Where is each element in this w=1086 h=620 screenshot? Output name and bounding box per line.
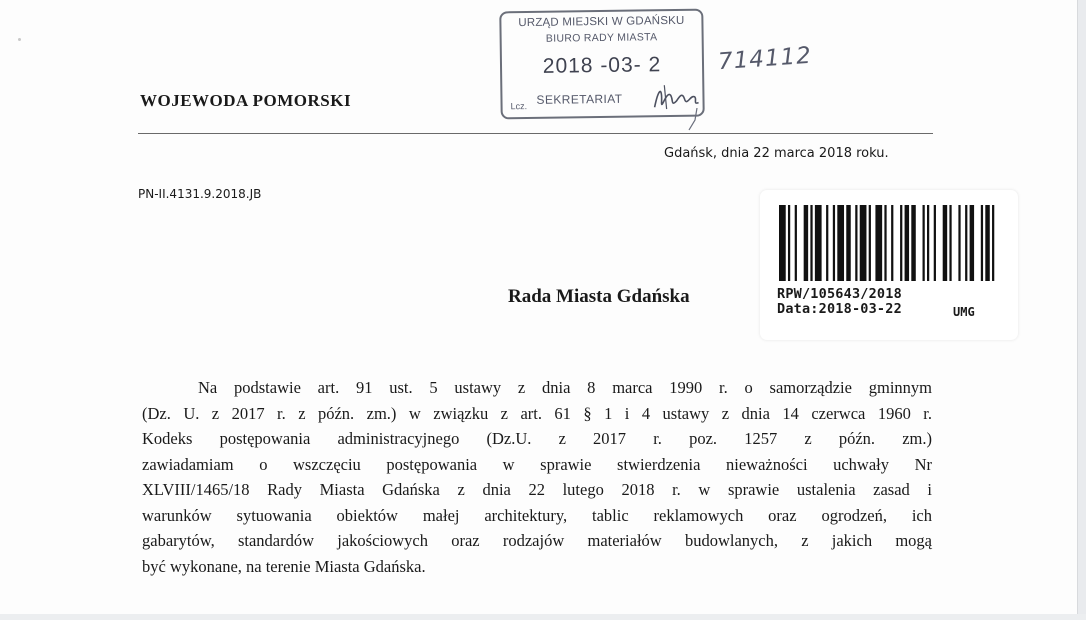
barcode-bar	[923, 205, 925, 281]
barcode-bar	[837, 205, 844, 281]
barcode-bar	[981, 205, 983, 281]
issuing-authority: WOJEWODA POMORSKI	[140, 91, 352, 110]
barcode-bar	[855, 205, 857, 281]
stamp-department: SEKRETARIAT	[536, 91, 623, 107]
barcode-bar	[815, 205, 822, 281]
barcode-bar	[860, 205, 867, 281]
barcode-bar	[943, 205, 947, 281]
header-divider	[138, 133, 933, 134]
barcode-bar	[965, 205, 967, 281]
registration-date: Data:2018-03-22	[777, 301, 902, 317]
barcode-bar	[833, 205, 835, 281]
barcode-bar	[788, 205, 790, 281]
viewer-edge-bottom	[0, 614, 1086, 620]
barcode-image	[779, 205, 1001, 281]
barcode-bar	[846, 205, 850, 281]
barcode-bar	[985, 205, 989, 281]
viewer-edge-right	[1077, 0, 1086, 620]
received-stamp	[499, 9, 704, 120]
pen-tick-mark	[685, 108, 705, 132]
place-and-date: Gdańsk, dnia 22 marca 2018 roku.	[664, 146, 889, 161]
barcode-bar	[795, 205, 797, 281]
handwritten-number: 714112	[717, 42, 813, 76]
barcode-bar	[992, 205, 994, 281]
barcode-bar	[875, 205, 882, 281]
body-line: Kodeks postępowania administracyjnego (Dz.U. z 2017 r. poz. 1257 z późn. zm.)	[142, 429, 932, 448]
body-line: XLVIII/1465/18 Rady Miasta Gdańska z dnia 22 lutego 2018 r. w sprawie ustalenia zasad i	[142, 480, 932, 499]
letter-body	[142, 375, 932, 579]
barcode-bar	[869, 205, 871, 281]
stamp-office: URZĄD MIEJSKI W GDAŃSKU	[518, 14, 685, 30]
scan-speck	[18, 38, 21, 41]
registration-label	[760, 190, 1018, 340]
barcode-bar	[810, 205, 812, 281]
stamp-bureau: BIURO RADY MIASTA	[545, 31, 658, 45]
office-code: UMG	[953, 305, 975, 319]
barcode-bar	[826, 205, 828, 281]
barcode-bar	[804, 205, 808, 281]
stamp-small-text: Lcz.	[510, 101, 528, 112]
barcode-bar	[927, 205, 929, 281]
body-line: (Dz. U. z 2017 r. z późn. zm.) w związku z art. 61 § 1 i 4 ustawy z dnia 14 czerwca 1960 r.	[142, 403, 932, 423]
addressee: Rada Miasta Gdańska	[508, 286, 690, 307]
case-number: PN-II.4131.9.2018.JB	[138, 187, 262, 201]
barcode-bar	[891, 205, 893, 281]
barcode-bar	[934, 205, 936, 281]
body-line: gabarytów, standardów jakościowych oraz rodzajów materiałów budowlanych, z jakich mogą	[142, 531, 932, 550]
barcode-bar	[900, 205, 902, 281]
barcode-bar	[779, 205, 786, 281]
body-line: być wykonane, na terenie Miasta Gdańska.	[142, 556, 426, 576]
barcode-bar	[970, 205, 974, 281]
body-line: warunków sytuowania obiektów małej architektury, tablic reklamowych oraz ogrodzeń, ich	[142, 505, 932, 525]
body-line: Na podstawie art. 91 ust. 5 ustawy z dnia 8 marca 1990 r. o samorządzie gminnym	[198, 378, 932, 397]
registration-number: RPW/105643/2018	[777, 286, 902, 302]
barcode-bar	[884, 205, 886, 281]
body-line: zawiadamiam o wszczęciu postępowania w sprawie stwierdzenia nieważności uchwały Nr	[142, 454, 932, 474]
barcode-bar	[911, 205, 915, 281]
stamp-date: 2018 -03- 2	[542, 53, 662, 78]
barcode-bar	[949, 205, 951, 281]
barcode-bar	[958, 205, 960, 281]
barcode-bar	[905, 205, 909, 281]
